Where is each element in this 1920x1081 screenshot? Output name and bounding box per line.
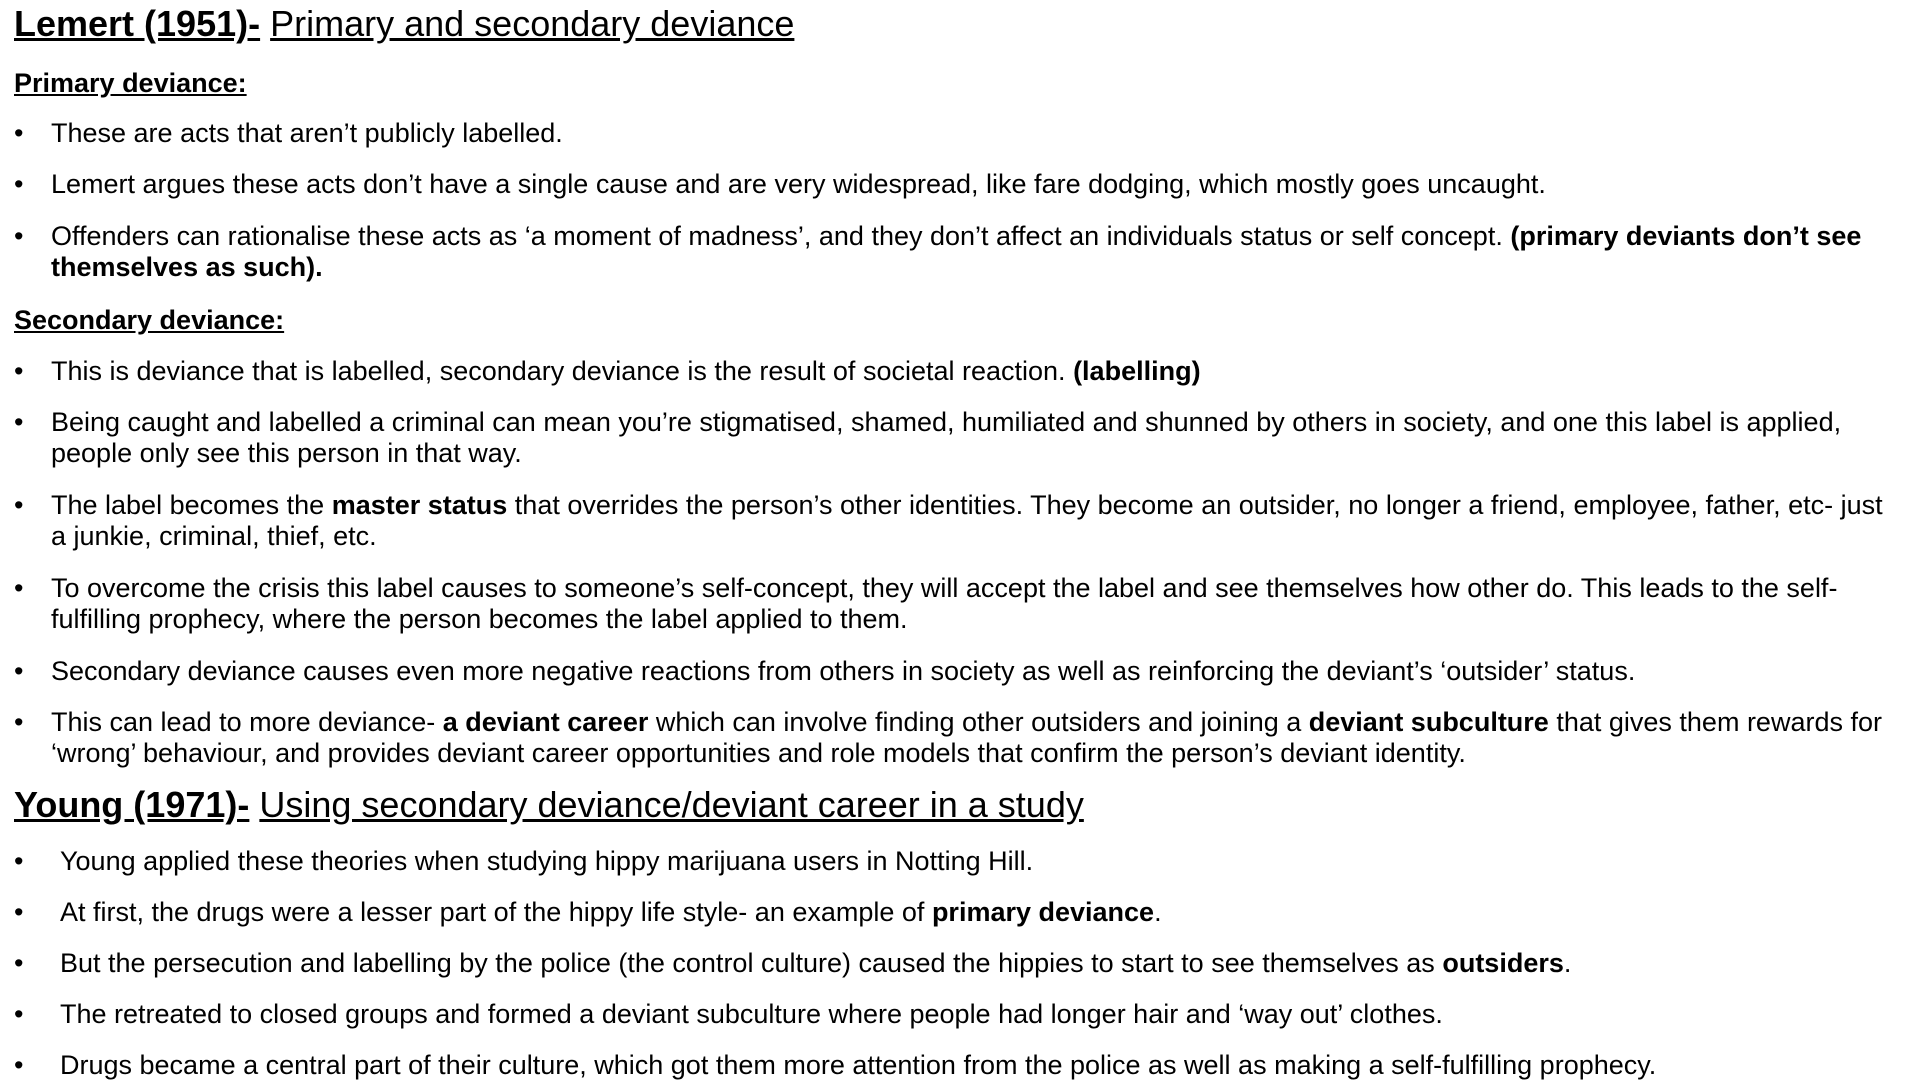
bullet-icon: •: [14, 656, 24, 686]
bullet-icon: •: [14, 707, 24, 737]
list-item: [14, 169, 1904, 200]
bullet-text: which can involve finding other outsiders and joining a: [655, 707, 1302, 737]
bullet-icon: •: [14, 356, 24, 386]
bullet-icon: •: [14, 846, 24, 876]
list-item: [14, 573, 1904, 635]
lemert-heading-name: Lemert (1951)-: [14, 3, 261, 44]
list-item: [14, 897, 1904, 928]
bullet-text: Lemert argues these acts don’t have a single cause and are very widespread, like fare dodging, which mostly goes uncaught.: [51, 169, 1546, 199]
bullet-emphasis: (labelling): [1073, 356, 1201, 386]
bullet-text: This is deviance that is labelled, secondary deviance is the result of societal reaction.: [51, 356, 1066, 386]
bullet-icon: •: [14, 897, 24, 927]
list-item: [14, 707, 1904, 769]
list-item: [14, 1050, 1904, 1081]
bullet-icon: •: [14, 1050, 24, 1080]
list-item: [14, 221, 1904, 283]
bullet-emphasis: primary deviance: [931, 897, 1155, 927]
bullet-emphasis: a deviant career: [442, 707, 649, 737]
lemert-heading: [14, 3, 794, 45]
bullet-text: The retreated to closed groups and formed a deviant subculture where people had longer hair and ‘way out’ clothes.: [60, 999, 1443, 1029]
list-item: [14, 846, 1904, 877]
list-item: [14, 118, 1904, 149]
bullet-text: that overrides the person’s other identities. They become an outsider, no longer a friend, employee, father, etc- just a junkie, criminal, thief, etc.: [51, 490, 1883, 551]
bullet-text: These are acts that aren’t publicly labelled.: [51, 118, 563, 148]
bullet-text: Being caught and labelled a criminal can mean you’re stigmatised, shamed, humiliated and shunned by others in society, and one this label is applied, people only see this person in that way.: [51, 407, 1842, 468]
lemert-heading-topic: Primary and secondary deviance: [270, 3, 795, 44]
young-heading: [14, 784, 1084, 826]
bullet-emphasis: deviant subculture: [1308, 707, 1549, 737]
bullet-icon: •: [14, 999, 24, 1029]
bullet-icon: •: [14, 490, 24, 520]
bullet-text: Offenders can rationalise these acts as ‘a moment of madness’, and they don’t affect an individuals status or self concept.: [51, 221, 1503, 251]
secondary-deviance-title: Secondary deviance:: [14, 305, 285, 335]
bullet-text: Secondary deviance causes even more negative reactions from others in society as well as reinforcing the deviant’s ‘outsider’ status.: [51, 656, 1636, 686]
list-item: [14, 948, 1904, 979]
bullet-icon: •: [14, 573, 24, 603]
bullet-text: To overcome the crisis this label causes to someone’s self-concept, they will accept the label and see themselves how other do. This leads to the self-fulfilling prophecy, where the person becomes the label applied to them.: [51, 573, 1838, 634]
young-heading-name: Young (1971)-: [14, 784, 250, 825]
bullet-emphasis: outsiders: [1442, 948, 1564, 978]
list-item: [14, 407, 1904, 469]
list-item: [14, 999, 1904, 1030]
list-item: [14, 490, 1904, 552]
bullet-icon: •: [14, 221, 24, 251]
bullet-text: This can lead to more deviance-: [51, 707, 436, 737]
bullet-text: But the persecution and labelling by the police (the control culture) caused the hippies to start to see themselves as: [60, 948, 1435, 978]
list-item: [14, 656, 1904, 687]
bullet-text: .: [1563, 948, 1572, 978]
bullet-text: At first, the drugs were a lesser part of the hippy life style- an example of: [60, 897, 925, 927]
bullet-icon: •: [14, 948, 24, 978]
bullet-icon: •: [14, 118, 24, 148]
primary-deviance-title: Primary deviance:: [14, 68, 247, 98]
bullet-text: Drugs became a central part of their culture, which got them more attention from the police as well as making a self-fulfilling prophecy.: [60, 1050, 1657, 1080]
bullet-icon: •: [14, 407, 24, 437]
bullet-text: The label becomes the: [51, 490, 325, 520]
list-item: [14, 356, 1904, 387]
bullet-text: .: [1154, 897, 1162, 927]
bullet-icon: •: [14, 169, 24, 199]
young-heading-topic: Using secondary deviance/deviant career in a study: [259, 784, 1084, 825]
bullet-emphasis: (primary deviants don’t see themselves as such).: [51, 221, 1862, 282]
bullet-emphasis: master status: [331, 490, 508, 520]
bullet-text: that gives them rewards for ‘wrong’ behaviour, and provides deviant career opportunities and role models that confirm the person’s deviant identity.: [51, 707, 1882, 768]
bullet-text: Young applied these theories when studying hippy marijuana users in Notting Hill.: [60, 846, 1034, 876]
